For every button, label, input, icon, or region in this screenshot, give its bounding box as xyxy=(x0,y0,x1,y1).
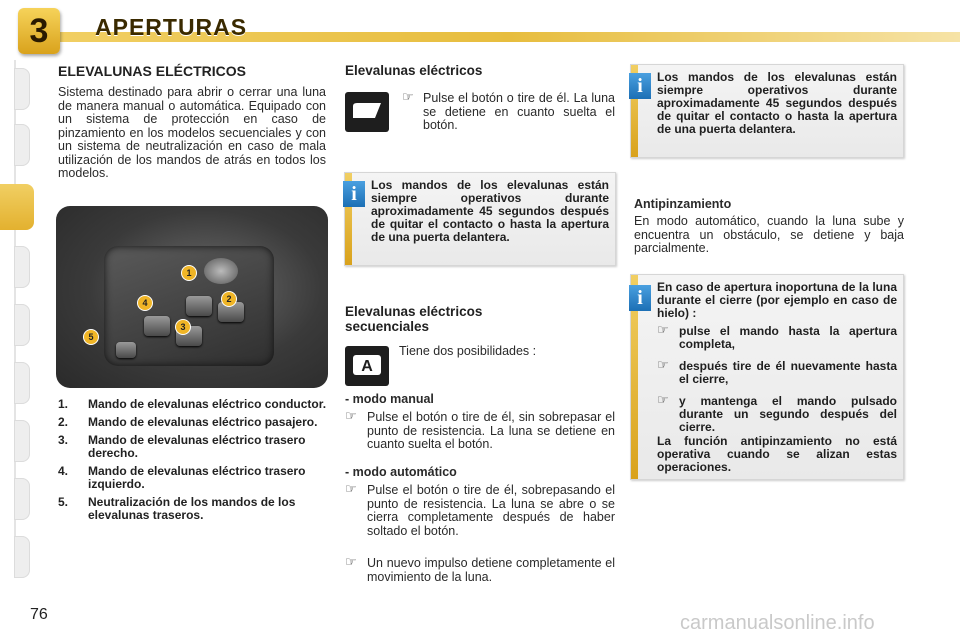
info-note: La función antipinzamiento no está operativa cuando se alizan estas operaciones. xyxy=(657,434,897,474)
callout-2: 2 xyxy=(222,292,236,306)
callout-3: 3 xyxy=(176,320,190,334)
auto-mode-title: - modo automático xyxy=(345,465,457,479)
hand-pointer-icon: ☞ xyxy=(657,323,669,338)
chapter-badge: 3 xyxy=(18,8,60,54)
callout-1: 1 xyxy=(182,266,196,280)
switch-panel xyxy=(104,246,274,366)
hand-pointer-icon: ☞ xyxy=(345,482,357,497)
mirror-knob xyxy=(204,258,238,284)
section-title: ELEVALUNAS ELÉCTRICOS xyxy=(58,63,246,79)
antipinch-text: En modo automático, cuando la luna sube y encuentra un obstáculo, se detiene y baja parcialmente. xyxy=(634,214,904,255)
window-switch-icon xyxy=(345,92,389,132)
switch-1 xyxy=(186,296,212,316)
legend-item: 1. Mando de elevalunas eléctrico conductor. xyxy=(58,397,327,411)
antipinch-title: Antipinzamiento xyxy=(634,197,732,211)
switch-4 xyxy=(144,316,170,336)
legend-item: 4. Mando de elevalunas eléctrico trasero izquierdo. xyxy=(58,464,306,491)
callout-4: 4 xyxy=(138,296,152,310)
chapter-title: APERTURAS xyxy=(95,14,248,40)
hand-pointer-icon: ☞ xyxy=(657,358,669,373)
info-step-2: después tire de él nuevamente hasta el cierre, xyxy=(679,359,897,386)
manual-mode-text: Pulse el botón o tire de él, sin sobrepasar el punto de resistencia. La luna se detiene en cuanto suelta el botón. xyxy=(367,410,615,451)
intro-paragraph: Sistema destinado para abrir o cerrar una luna de manera manual o automática. Equipado con un sistema de protección en caso de pinzamiento en los modelos secuenciales y con un sistema de neutralización en caso de mala utilización de los mandos de atrás en todos los modelos. xyxy=(58,85,326,180)
chapter-tabs xyxy=(0,60,34,580)
info-icon: i xyxy=(629,73,651,99)
info-icon: i xyxy=(629,285,651,311)
chapter-tab-active[interactable] xyxy=(0,184,34,230)
auto-mode-text: Pulse el botón o tire de él, sobrepasando el punto de resistencia. La luna se abre o se cierra completamente después de haber soltado el botón. xyxy=(367,483,615,538)
tile-letter: A xyxy=(361,358,373,375)
sequential-switch-icon xyxy=(345,346,389,386)
info-step-1: pulse el mando hasta la apertura completa, xyxy=(679,324,897,351)
switch-5 xyxy=(116,342,136,358)
chapter-tab[interactable] xyxy=(14,478,30,520)
hand-pointer-icon: ☞ xyxy=(345,555,357,570)
legend-item: 5. Neutralización de los mandos de los elevalunas traseros. xyxy=(58,495,296,522)
chapter-tab[interactable] xyxy=(14,536,30,578)
callout-5: 5 xyxy=(84,330,98,344)
watermark: carmanualsonline.info xyxy=(680,612,875,634)
sequential-intro: Tiene dos posibilidades : xyxy=(399,344,537,358)
section-title-electric: Elevalunas eléctricos xyxy=(345,63,483,78)
chapter-tab[interactable] xyxy=(14,246,30,288)
chapter-tab[interactable] xyxy=(14,420,30,462)
info-text: Los mandos de los elevalunas están siempre operativos durante aproximadamente 45 segundos después de quitar el contacto o hasta la apertura de una puerta delantera. xyxy=(657,70,897,136)
info-box xyxy=(630,64,904,158)
page-number: 76 xyxy=(30,606,48,623)
info-box-ice xyxy=(630,274,904,480)
section-title-sequential: Elevalunas eléctricos secuenciales xyxy=(345,304,483,334)
hand-pointer-icon: ☞ xyxy=(345,409,357,424)
info-intro: En caso de apertura inoportuna de la luna durante el cierre (por ejemplo en caso de hielo) : xyxy=(657,280,897,320)
info-step-3: y mantenga el mando pulsado durante un segundo después del cierre. xyxy=(679,394,897,434)
chapter-tab[interactable] xyxy=(14,124,30,166)
manual-mode-title: - modo manual xyxy=(345,392,434,406)
hand-pointer-icon: ☞ xyxy=(402,90,414,105)
info-box xyxy=(344,172,616,266)
manual-instruction: Pulse el botón o tire de él. La luna se detiene en cuanto suelta el botón. xyxy=(423,91,615,132)
hand-pointer-icon: ☞ xyxy=(657,393,669,408)
legend-item: 3. Mando de elevalunas eléctrico trasero derecho. xyxy=(58,433,306,460)
info-text: Los mandos de los elevalunas están siempre operativos durante aproximadamente 45 segundos después de quitar el contacto o hasta la apertura de una puerta delantera. xyxy=(371,178,609,244)
auto-stop-text: Un nuevo impulso detiene completamente el movimiento de la luna. xyxy=(367,556,615,584)
info-icon: i xyxy=(343,181,365,207)
chapter-tab[interactable] xyxy=(14,304,30,346)
legend-item: 2. Mando de elevalunas eléctrico pasajero. xyxy=(58,415,318,429)
chapter-tab[interactable] xyxy=(14,68,30,110)
chapter-tab[interactable] xyxy=(14,362,30,404)
legend-list xyxy=(58,398,328,527)
window-switch-photo xyxy=(56,206,328,388)
